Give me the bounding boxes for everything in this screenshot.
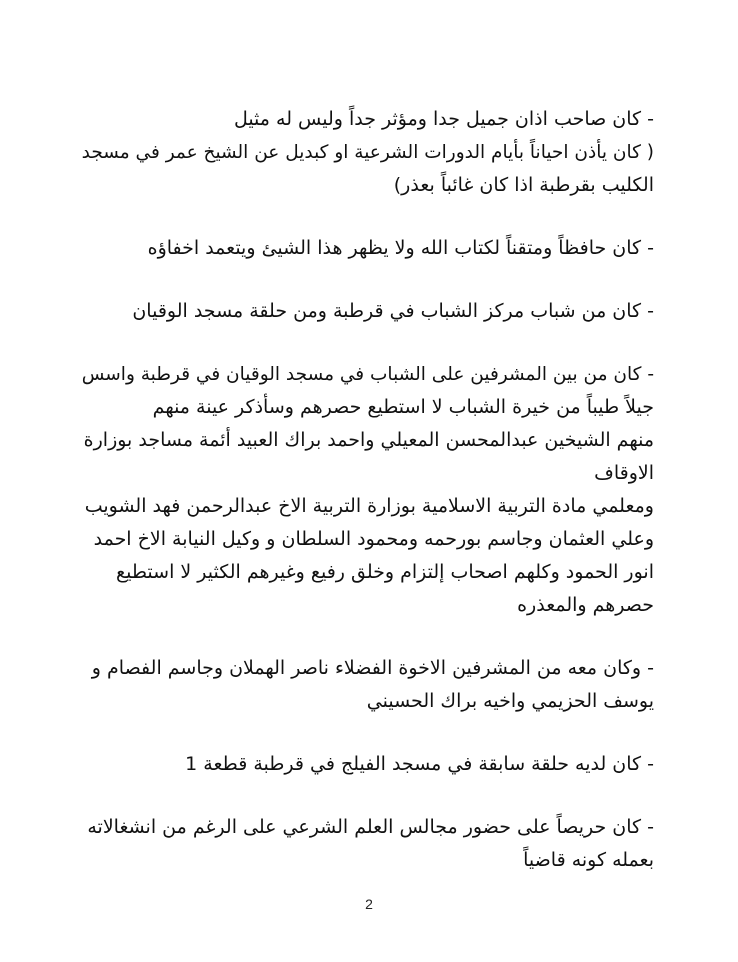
paragraph-adhan xyxy=(69,103,654,202)
text-line: وعلي العثمان وجاسم بورحمه ومحمود السلطان و وكيل النيابة الاخ احمد xyxy=(93,528,654,550)
text-line: يوسف الحزيمي واخيه براك الحسيني xyxy=(366,690,654,712)
text-line: ومعلمي مادة التربية الاسلامية بوزارة التربية الاخ عبدالرحمن فهد الشويب xyxy=(84,495,654,517)
text-line: منهم الشيخين عبدالمحسن المعيلي واحمد براك العبيد أئمة مساجد بوزارة xyxy=(83,429,654,451)
paragraph-previous-circle xyxy=(69,748,654,781)
page-number: 2 xyxy=(365,896,373,912)
text-line: بعمله كونه قاضياً xyxy=(523,849,654,871)
paragraph-youth-center xyxy=(69,295,654,328)
text-line: - كان من شباب مركز الشباب في قرطبة ومن حلقة مسجد الوقيان xyxy=(132,300,654,322)
text-line: - كان صاحب اذان جميل جدا ومؤثر جداً وليس له مثيل xyxy=(233,108,654,130)
paragraph-supervisors xyxy=(69,358,654,622)
text-line: - كان لديه حلقة سابقة في مسجد الفيلج في قرطبة قطعة 1 xyxy=(185,753,654,775)
text-line: جيلاً طيباً من خيرة الشباب لا استطيع حصرهم وسأذكر عينة منهم xyxy=(152,396,654,418)
text-line: - وكان معه من المشرفين الاخوة الفضلاء ناصر الهملان وجاسم الفصام و xyxy=(91,657,654,679)
text-line: - كان من بين المشرفين على الشباب في مسجد الوقيان في قرطبة واسس xyxy=(81,364,654,385)
text-line: الكليب بقرطبة اذا كان غائباً بعذر) xyxy=(393,174,654,196)
text-line: ( كان يأذن احياناً بأيام الدورات الشرعية او كبديل عن الشيخ عمر في مسجد xyxy=(81,142,654,163)
paragraph-fellow-supervisors xyxy=(69,652,654,718)
paragraph-hafiz xyxy=(69,232,654,265)
text-line: انور الحمود وكلهم اصحاب إلتزام وخلق رفيع وغيرهم الكثير لا استطيع xyxy=(115,561,654,583)
text-line: حصرهم والمعذره xyxy=(517,594,654,616)
document-body xyxy=(69,103,654,907)
text-line: - كان حريصاً على حضور مجالس العلم الشرعي على الرغم من انشغالاته xyxy=(87,816,654,838)
text-line: الاوقاف xyxy=(594,462,654,484)
paragraph-knowledge-gatherings xyxy=(69,811,654,877)
text-line: - كان حافظاً ومتقناً لكتاب الله ولا يظهر هذا الشيئ ويتعمد اخفاؤه xyxy=(147,237,654,259)
